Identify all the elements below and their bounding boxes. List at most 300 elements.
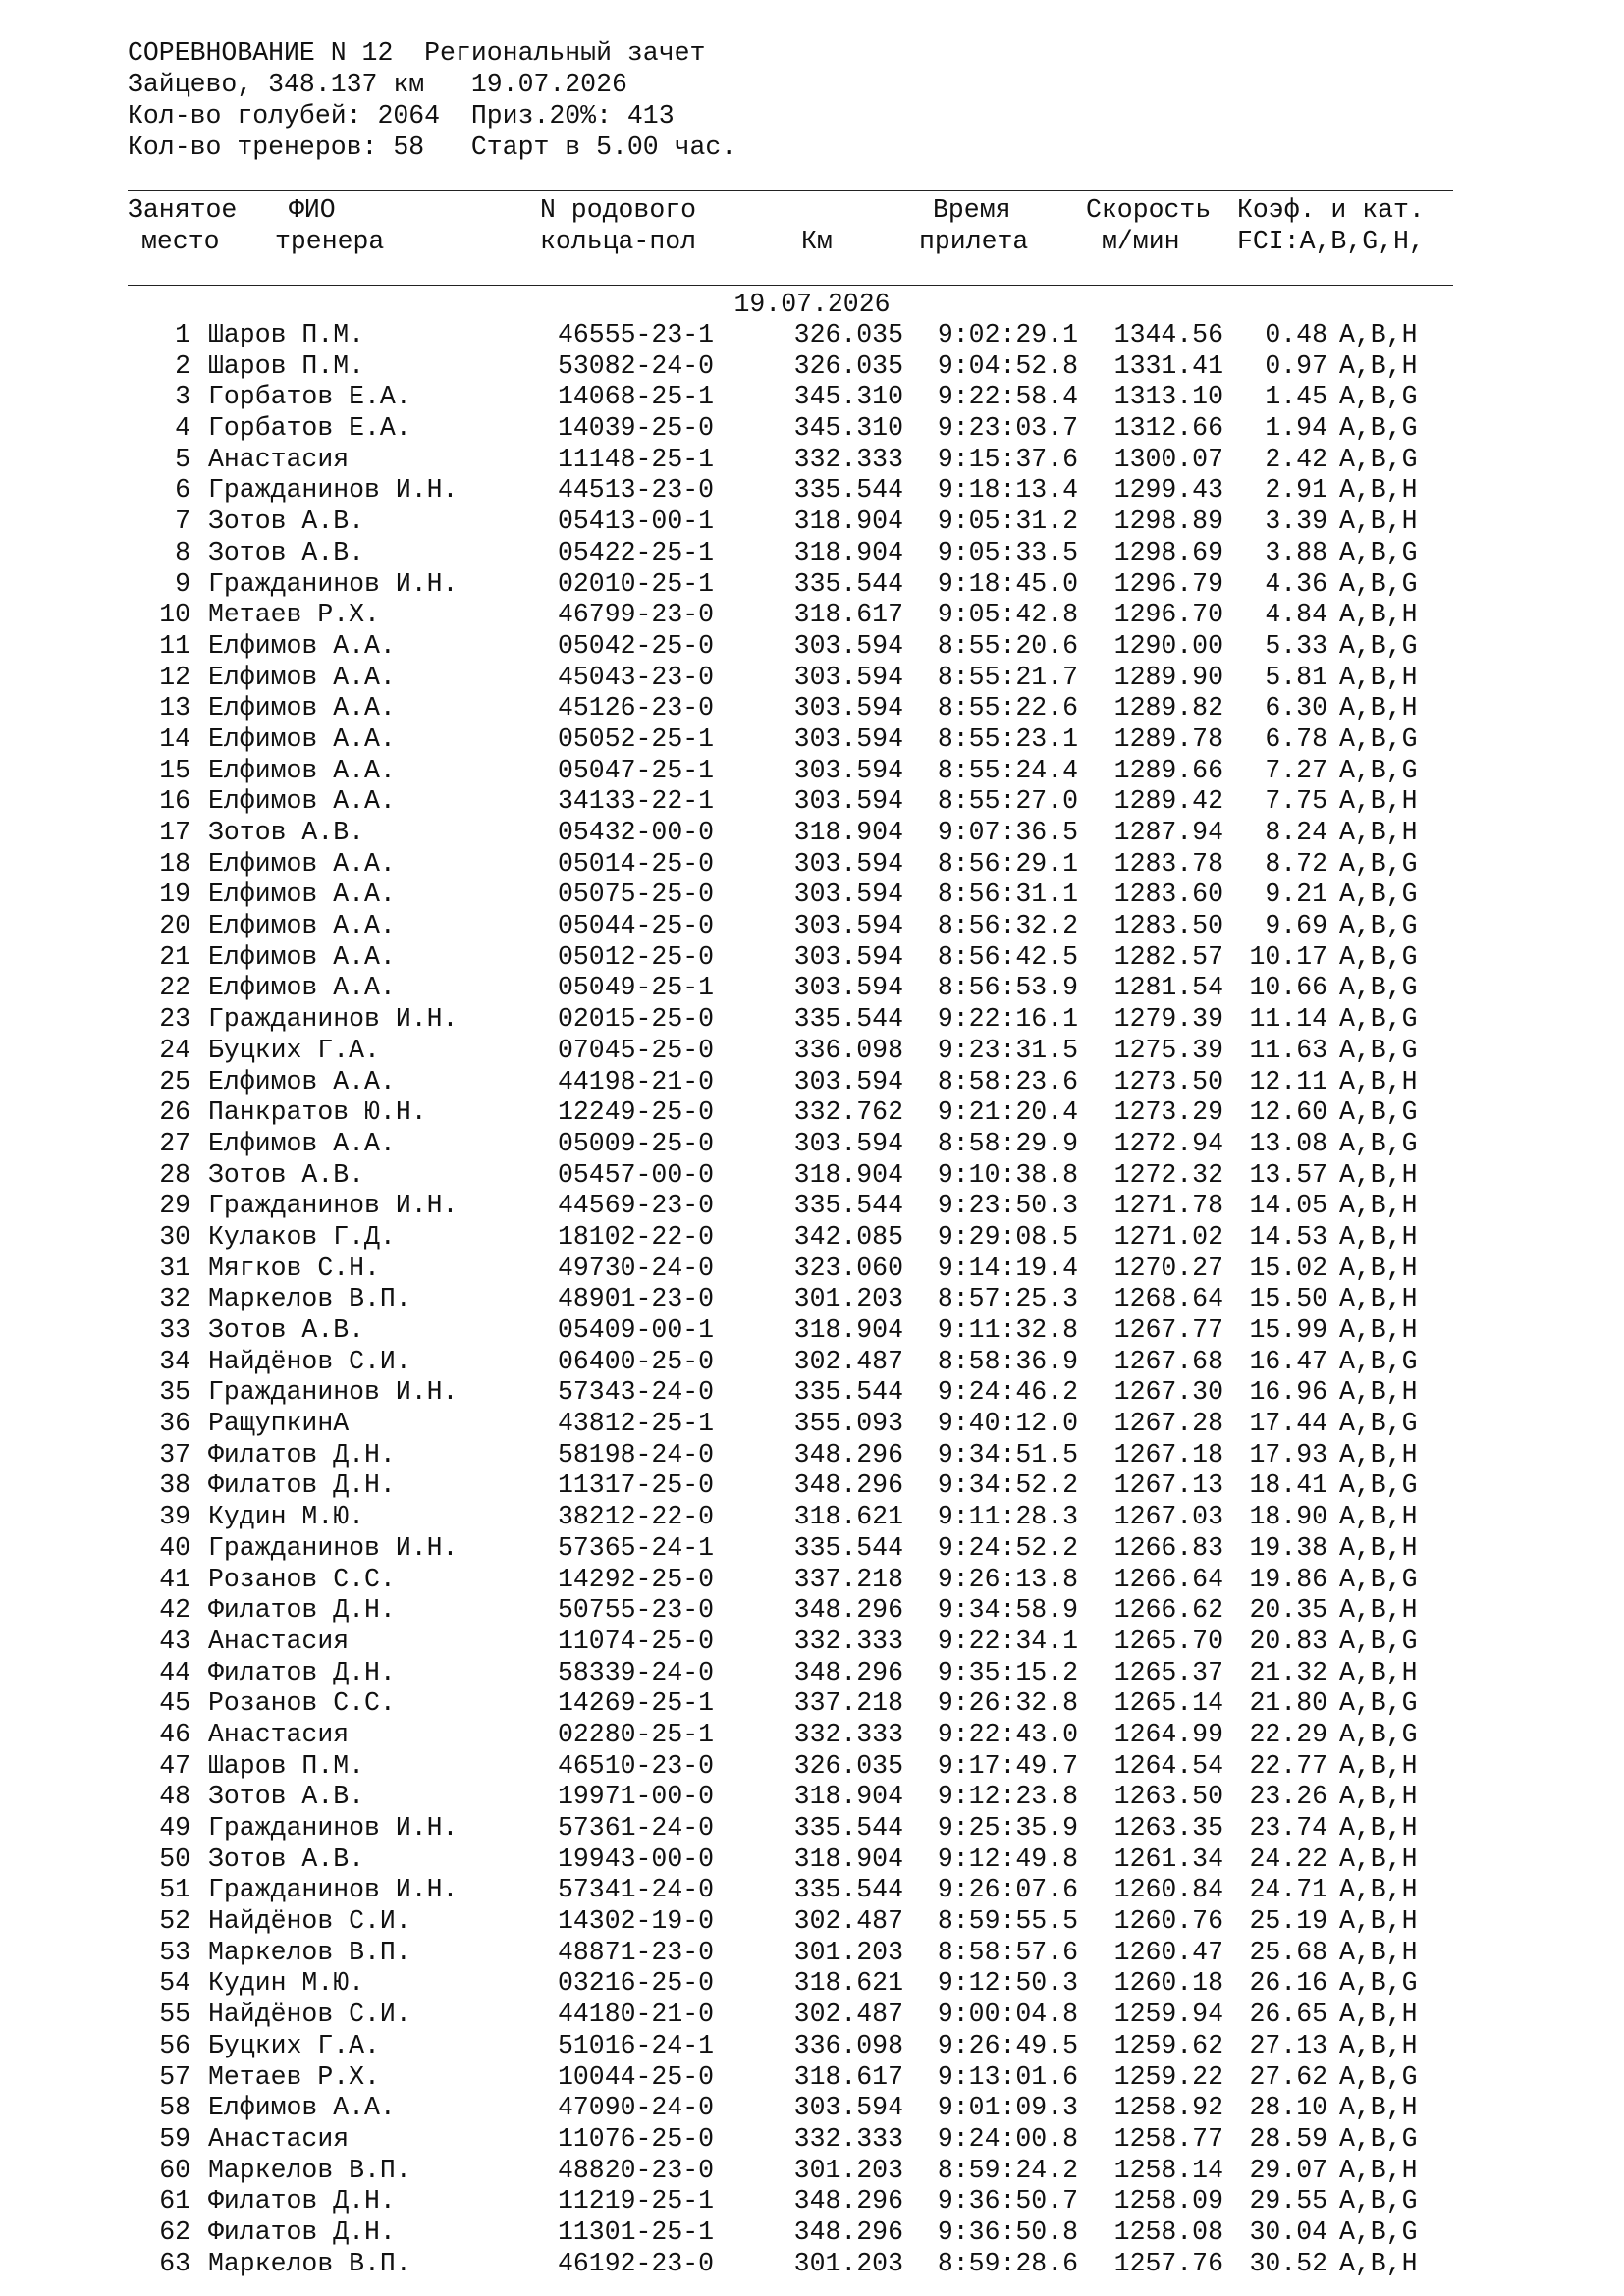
arrival-time-cell: 9:05:33.5: [937, 537, 1078, 567]
trainer-name-cell: Шаров П.М.: [208, 320, 365, 349]
coefficient-cell: 23.26: [1249, 1782, 1327, 1812]
table-row: [128, 1470, 1453, 1502]
arrival-time-cell: 9:22:43.0: [937, 1719, 1078, 1749]
trainer-name-cell: Зотов А.В.: [208, 507, 365, 537]
coefficient-cell: 10.17: [1249, 941, 1327, 972]
distance-km-cell: 318.904: [793, 507, 903, 537]
distance-km-cell: 323.060: [793, 1253, 903, 1283]
arrival-time-cell: 8:55:21.7: [937, 662, 1078, 692]
table-row: [128, 973, 1453, 1004]
category-cell: A,B,G: [1339, 1097, 1418, 1128]
speed-cell: 1267.03: [1113, 1502, 1223, 1532]
place-cell: 9: [175, 568, 190, 599]
category-cell: A,B,H: [1339, 600, 1418, 630]
arrival-time-cell: 9:34:52.2: [937, 1470, 1078, 1501]
arrival-time-cell: 9:07:36.5: [937, 818, 1078, 847]
place-cell: 38: [159, 1470, 190, 1501]
speed-cell: 1257.76: [1113, 2248, 1223, 2278]
ring-number-cell: 46799-23-0: [558, 600, 715, 630]
place-cell: 36: [159, 1409, 190, 1439]
category-cell: A,B,H: [1339, 1221, 1418, 1252]
speed-cell: 1300.07: [1113, 444, 1223, 474]
arrival-time-cell: 9:21:20.4: [937, 1097, 1078, 1128]
ring-number-cell: 48871-23-0: [558, 1937, 715, 1967]
distance-km-cell: 318.621: [793, 1502, 903, 1532]
ring-number-cell: 34133-22-1: [558, 786, 715, 817]
ring-number-cell: 44198-21-0: [558, 1066, 715, 1096]
arrival-time-cell: 9:18:45.0: [937, 568, 1078, 599]
trainer-name-cell: Елфимов А.А.: [208, 755, 396, 785]
report-header: [128, 37, 1453, 163]
ring-number-cell: 48820-23-0: [558, 2155, 715, 2185]
arrival-time-cell: 8:58:57.6: [937, 1937, 1078, 1967]
place-cell: 31: [159, 1253, 190, 1283]
category-cell: A,B,G: [1339, 2216, 1418, 2247]
distance-km-cell: 336.098: [793, 1035, 903, 1065]
distance-km-cell: 337.218: [793, 1688, 903, 1719]
speed-cell: 1289.82: [1113, 693, 1223, 723]
arrival-time-cell: 9:05:31.2: [937, 507, 1078, 537]
arrival-time-cell: 9:26:13.8: [937, 1564, 1078, 1594]
speed-cell: 1267.28: [1113, 1409, 1223, 1439]
speed-cell: 1258.09: [1113, 2186, 1223, 2216]
speed-cell: 1265.14: [1113, 1688, 1223, 1719]
category-cell: A,B,G: [1339, 1968, 1418, 1999]
table-row: [128, 2062, 1453, 2094]
trainer-name-cell: Горбатов Е.А.: [208, 382, 411, 412]
place-cell: 6: [175, 475, 190, 506]
arrival-time-cell: 9:00:04.8: [937, 2000, 1078, 2030]
table-row: [128, 1720, 1453, 1751]
ring-number-cell: 14068-25-1: [558, 382, 715, 412]
table-row: [128, 756, 1453, 787]
place-cell: 49: [159, 1813, 190, 1842]
place-cell: 57: [159, 2061, 190, 2092]
category-cell: A,B,G: [1339, 1564, 1418, 1594]
ring-number-cell: 38212-22-0: [558, 1502, 715, 1532]
distance-km-cell: 337.218: [793, 1564, 903, 1594]
table-row: [128, 1533, 1453, 1565]
col-speed-label-2: м/мин: [1102, 227, 1180, 256]
table-row: [128, 2217, 1453, 2249]
coefficient-cell: 15.99: [1249, 1315, 1327, 1345]
distance-km-cell: 318.904: [793, 1843, 903, 1874]
ring-number-cell: 11076-25-0: [558, 2123, 715, 2154]
place-cell: 27: [159, 1128, 190, 1158]
col-name-label-2: тренера: [275, 227, 385, 256]
category-cell: A,B,H: [1339, 1937, 1418, 1967]
distance-km-cell: 336.098: [793, 2030, 903, 2060]
place-cell: 39: [159, 1502, 190, 1532]
table-row: [128, 1036, 1453, 1067]
place-cell: 58: [159, 2093, 190, 2123]
table-row: [128, 600, 1453, 631]
distance-km-cell: 301.203: [793, 1284, 903, 1314]
table-row: [128, 880, 1453, 911]
place-cell: 18: [159, 848, 190, 879]
table-row: [128, 2186, 1453, 2217]
place-cell: 52: [159, 1906, 190, 1937]
table-row: [128, 1160, 1453, 1192]
place-cell: 19: [159, 880, 190, 910]
distance-km-cell: 342.085: [793, 1221, 903, 1252]
coefficient-cell: 21.32: [1249, 1657, 1327, 1687]
coefficient-cell: 13.08: [1249, 1128, 1327, 1158]
col-time-label-1: Время: [933, 195, 1011, 225]
trainer-name-cell: Буцких Г.А.: [208, 1035, 380, 1065]
category-cell: A,B,H: [1339, 1191, 1418, 1221]
ring-number-cell: 05457-00-0: [558, 1159, 715, 1190]
place-cell: 35: [159, 1377, 190, 1408]
distance-km-cell: 318.904: [793, 818, 903, 847]
speed-cell: 1296.79: [1113, 568, 1223, 599]
distance-km-cell: 318.617: [793, 2061, 903, 2092]
speed-cell: 1282.57: [1113, 941, 1223, 972]
distance-km-cell: 318.904: [793, 1315, 903, 1345]
category-cell: A,B,H: [1339, 1782, 1418, 1812]
trainer-name-cell: Елфимов А.А.: [208, 848, 396, 879]
col-speed-label-1: Скорость: [1086, 195, 1212, 225]
place-cell: 32: [159, 1284, 190, 1314]
trainer-name-cell: Гражданинов И.Н.: [208, 1532, 459, 1563]
speed-cell: 1279.39: [1113, 1004, 1223, 1035]
trainer-name-cell: Елфимов А.А.: [208, 1128, 396, 1158]
category-cell: A,B,G: [1339, 2186, 1418, 2216]
speed-cell: 1258.77: [1113, 2123, 1223, 2154]
ring-number-cell: 46510-23-0: [558, 1750, 715, 1781]
distance-km-cell: 332.762: [793, 1097, 903, 1128]
ring-number-cell: 58198-24-0: [558, 1439, 715, 1469]
place-cell: 1: [175, 320, 190, 349]
place-cell: 55: [159, 2000, 190, 2030]
arrival-time-cell: 9:17:49.7: [937, 1750, 1078, 1781]
distance-km-cell: 348.296: [793, 1439, 903, 1469]
place-cell: 47: [159, 1750, 190, 1781]
table-row: [128, 693, 1453, 724]
category-cell: A,B,H: [1339, 1066, 1418, 1096]
trainer-count-info: Кол-во тренеров: 58 Старт в 5.00 час.: [128, 133, 737, 162]
speed-cell: 1267.68: [1113, 1346, 1223, 1376]
place-cell: 15: [159, 755, 190, 785]
place-cell: 2: [175, 350, 190, 381]
ring-number-cell: 02280-25-1: [558, 1719, 715, 1749]
flight-date-separator: 19.07.2026: [733, 290, 891, 319]
coefficient-cell: 23.74: [1249, 1813, 1327, 1842]
coefficient-cell: 15.02: [1249, 1253, 1327, 1283]
place-cell: 54: [159, 1968, 190, 1999]
ring-number-cell: 57361-24-0: [558, 1813, 715, 1842]
coefficient-cell: 16.96: [1249, 1377, 1327, 1408]
ring-number-cell: 05413-00-1: [558, 507, 715, 537]
speed-cell: 1283.60: [1113, 880, 1223, 910]
arrival-time-cell: 9:26:49.5: [937, 2030, 1078, 2060]
place-cell: 14: [159, 723, 190, 754]
ring-number-cell: 05009-25-0: [558, 1128, 715, 1158]
trainer-name-cell: Гражданинов И.Н.: [208, 475, 459, 506]
speed-cell: 1268.64: [1113, 1284, 1223, 1314]
trainer-name-cell: Филатов Д.Н.: [208, 2186, 396, 2216]
category-cell: A,B,G: [1339, 941, 1418, 972]
table-row: [128, 818, 1453, 849]
category-cell: A,B,H: [1339, 1657, 1418, 1687]
table-row: [128, 2156, 1453, 2187]
category-cell: A,B,H: [1339, 1315, 1418, 1345]
table-row: [128, 413, 1453, 445]
distance-km-cell: 335.544: [793, 475, 903, 506]
arrival-time-cell: 9:36:50.7: [937, 2186, 1078, 2216]
place-cell: 22: [159, 973, 190, 1003]
arrival-time-cell: 9:15:37.6: [937, 444, 1078, 474]
distance-km-cell: 303.594: [793, 693, 903, 723]
speed-cell: 1263.50: [1113, 1782, 1223, 1812]
place-cell: 23: [159, 1004, 190, 1035]
trainer-name-cell: Елфимов А.А.: [208, 2093, 396, 2123]
col-ring-label-2: кольца-пол: [540, 227, 697, 256]
speed-cell: 1261.34: [1113, 1843, 1223, 1874]
distance-km-cell: 303.594: [793, 1066, 903, 1096]
speed-cell: 1260.18: [1113, 1968, 1223, 1999]
coefficient-cell: 14.53: [1249, 1221, 1327, 1252]
table-row: [128, 1191, 1453, 1222]
table-row: [128, 786, 1453, 818]
ring-number-cell: 57365-24-1: [558, 1532, 715, 1563]
speed-cell: 1263.35: [1113, 1813, 1223, 1842]
table-row: [128, 849, 1453, 881]
place-cell: 8: [175, 537, 190, 567]
arrival-time-cell: 9:04:52.8: [937, 350, 1078, 381]
coefficient-cell: 6.30: [1265, 693, 1327, 723]
ring-number-cell: 18102-22-0: [558, 1221, 715, 1252]
speed-cell: 1260.47: [1113, 1937, 1223, 1967]
category-cell: A,B,H: [1339, 2093, 1418, 2123]
trainer-name-cell: Шаров П.М.: [208, 350, 365, 381]
table-row: [128, 1254, 1453, 1285]
place-cell: 16: [159, 786, 190, 817]
place-cell: 30: [159, 1221, 190, 1252]
ring-number-cell: 44569-23-0: [558, 1191, 715, 1221]
ring-number-cell: 11148-25-1: [558, 444, 715, 474]
arrival-time-cell: 8:57:25.3: [937, 1284, 1078, 1314]
distance-km-cell: 301.203: [793, 2248, 903, 2278]
speed-cell: 1259.94: [1113, 2000, 1223, 2030]
speed-cell: 1298.69: [1113, 537, 1223, 567]
category-cell: A,B,H: [1339, 1843, 1418, 1874]
trainer-name-cell: Найдёнов С.И.: [208, 1906, 411, 1937]
place-cell: 4: [175, 413, 190, 444]
category-cell: A,B,H: [1339, 2248, 1418, 2278]
category-cell: A,B,G: [1339, 911, 1418, 941]
ring-number-cell: 10044-25-0: [558, 2061, 715, 2092]
distance-km-cell: 303.594: [793, 1128, 903, 1158]
coefficient-cell: 11.14: [1249, 1004, 1327, 1035]
arrival-time-cell: 9:24:00.8: [937, 2123, 1078, 2154]
place-cell: 56: [159, 2030, 190, 2060]
category-cell: A,B,H: [1339, 818, 1418, 847]
speed-cell: 1260.84: [1113, 1875, 1223, 1905]
coefficient-cell: 7.75: [1265, 786, 1327, 817]
table-row: [128, 538, 1453, 569]
distance-km-cell: 303.594: [793, 630, 903, 661]
speed-cell: 1266.62: [1113, 1595, 1223, 1626]
trainer-name-cell: Панкратов Ю.Н.: [208, 1097, 427, 1128]
coefficient-cell: 15.50: [1249, 1284, 1327, 1314]
category-cell: A,B,G: [1339, 973, 1418, 1003]
distance-km-cell: 301.203: [793, 1937, 903, 1967]
arrival-time-cell: 8:59:55.5: [937, 1906, 1078, 1937]
speed-cell: 1267.18: [1113, 1439, 1223, 1469]
speed-cell: 1264.54: [1113, 1750, 1223, 1781]
trainer-name-cell: Шаров П.М.: [208, 1750, 365, 1781]
category-cell: A,B,G: [1339, 1719, 1418, 1749]
distance-km-cell: 302.487: [793, 2000, 903, 2030]
speed-cell: 1267.77: [1113, 1315, 1223, 1345]
place-cell: 34: [159, 1346, 190, 1376]
arrival-time-cell: 8:56:32.2: [937, 911, 1078, 941]
ring-number-cell: 05052-25-1: [558, 723, 715, 754]
trainer-name-cell: Кулаков Г.Д.: [208, 1221, 396, 1252]
category-cell: A,B,G: [1339, 848, 1418, 879]
table-row: [128, 351, 1453, 383]
arrival-time-cell: 8:55:24.4: [937, 755, 1078, 785]
trainer-name-cell: Маркелов В.П.: [208, 2248, 411, 2278]
distance-km-cell: 302.487: [793, 1906, 903, 1937]
ring-number-cell: 57341-24-0: [558, 1875, 715, 1905]
trainer-name-cell: Гражданинов И.Н.: [208, 1377, 459, 1408]
arrival-time-cell: 8:55:20.6: [937, 630, 1078, 661]
coefficient-cell: 7.27: [1265, 755, 1327, 785]
table-row: [128, 475, 1453, 507]
trainer-name-cell: Маркелов В.П.: [208, 1284, 411, 1314]
category-cell: A,B,H: [1339, 1253, 1418, 1283]
speed-cell: 1266.83: [1113, 1532, 1223, 1563]
table-row: [128, 569, 1453, 601]
arrival-time-cell: 9:22:16.1: [937, 1004, 1078, 1035]
table-row: [128, 1315, 1453, 1347]
trainer-name-cell: Зотов А.В.: [208, 1782, 365, 1812]
competition-title: СОРЕВНОВАНИЕ N 12 Региональный зачет: [128, 38, 706, 68]
col-km-label: Км: [801, 227, 833, 256]
arrival-time-cell: 9:29:08.5: [937, 1221, 1078, 1252]
table-row: [128, 2000, 1453, 2031]
trainer-name-cell: Зотов А.В.: [208, 537, 365, 567]
table-row: [128, 507, 1453, 538]
arrival-time-cell: 9:18:13.4: [937, 475, 1078, 506]
coefficient-cell: 12.11: [1249, 1066, 1327, 1096]
trainer-name-cell: Буцких Г.А.: [208, 2030, 380, 2060]
arrival-time-cell: 8:59:28.6: [937, 2248, 1078, 2278]
coefficient-cell: 26.65: [1249, 2000, 1327, 2030]
col-time-label-2: прилета: [919, 227, 1029, 256]
distance-km-cell: 303.594: [793, 755, 903, 785]
ring-number-cell: 58339-24-0: [558, 1657, 715, 1687]
ring-number-cell: 05409-00-1: [558, 1315, 715, 1345]
col-place-label-2: место: [141, 227, 220, 256]
trainer-name-cell: Зотов А.В.: [208, 1843, 365, 1874]
category-cell: A,B,G: [1339, 444, 1418, 474]
table-row: [128, 320, 1453, 351]
speed-cell: 1296.70: [1113, 600, 1223, 630]
category-cell: A,B,G: [1339, 755, 1418, 785]
ring-number-cell: 05012-25-0: [558, 941, 715, 972]
distance-km-cell: 303.594: [793, 880, 903, 910]
ring-number-cell: 57343-24-0: [558, 1377, 715, 1408]
arrival-time-cell: 8:55:23.1: [937, 723, 1078, 754]
ring-number-cell: 50755-23-0: [558, 1595, 715, 1626]
place-cell: 10: [159, 600, 190, 630]
speed-cell: 1265.70: [1113, 1626, 1223, 1656]
place-cell: 40: [159, 1532, 190, 1563]
arrival-time-cell: 8:56:42.5: [937, 941, 1078, 972]
header-bottom-rule: [128, 285, 1453, 286]
col-coef-label-1: Коэф. и кат.: [1237, 195, 1425, 225]
distance-km-cell: 348.296: [793, 1595, 903, 1626]
distance-km-cell: 303.594: [793, 662, 903, 692]
arrival-time-cell: 9:25:35.9: [937, 1813, 1078, 1842]
ring-number-cell: 44180-21-0: [558, 2000, 715, 2030]
trainer-name-cell: Елфимов А.А.: [208, 941, 396, 972]
ring-number-cell: 05047-25-1: [558, 755, 715, 785]
trainer-name-cell: Елфимов А.А.: [208, 880, 396, 910]
category-cell: A,B,G: [1339, 568, 1418, 599]
category-cell: A,B,H: [1339, 2000, 1418, 2030]
trainer-name-cell: Метаев Р.Х.: [208, 600, 380, 630]
place-cell: 20: [159, 911, 190, 941]
coefficient-cell: 25.19: [1249, 1906, 1327, 1937]
coefficient-cell: 22.77: [1249, 1750, 1327, 1781]
arrival-time-cell: 9:11:28.3: [937, 1502, 1078, 1532]
trainer-name-cell: Розанов С.С.: [208, 1688, 396, 1719]
category-cell: A,B,G: [1339, 723, 1418, 754]
ring-number-cell: 05014-25-0: [558, 848, 715, 879]
speed-cell: 1273.50: [1113, 1066, 1223, 1096]
place-cell: 11: [159, 630, 190, 661]
place-cell: 60: [159, 2155, 190, 2185]
place-cell: 7: [175, 507, 190, 537]
table-row: [128, 1222, 1453, 1254]
distance-km-cell: 326.035: [793, 350, 903, 381]
trainer-name-cell: Анастасия: [208, 1626, 350, 1656]
distance-km-cell: 318.621: [793, 1968, 903, 1999]
category-cell: A,B,H: [1339, 320, 1418, 349]
speed-cell: 1287.94: [1113, 818, 1223, 847]
table-row: [128, 1875, 1453, 1906]
coefficient-cell: 12.60: [1249, 1097, 1327, 1128]
trainer-name-cell: Найдёнов С.И.: [208, 2000, 411, 2030]
table-row: [128, 1658, 1453, 1689]
coefficient-cell: 16.47: [1249, 1346, 1327, 1376]
arrival-time-cell: 9:02:29.1: [937, 320, 1078, 349]
ring-number-cell: 14269-25-1: [558, 1688, 715, 1719]
ring-number-cell: 05075-25-0: [558, 880, 715, 910]
speed-cell: 1281.54: [1113, 973, 1223, 1003]
col-coef-label-2: FCI:A,B,G,H,: [1237, 227, 1425, 256]
arrival-time-cell: 8:58:29.9: [937, 1128, 1078, 1158]
ring-number-cell: 14292-25-0: [558, 1564, 715, 1594]
trainer-name-cell: Зотов А.В.: [208, 1159, 365, 1190]
coefficient-cell: 5.33: [1265, 630, 1327, 661]
distance-km-cell: 318.617: [793, 600, 903, 630]
ring-number-cell: 11301-25-1: [558, 2216, 715, 2247]
coefficient-cell: 3.39: [1265, 507, 1327, 537]
speed-cell: 1283.78: [1113, 848, 1223, 879]
table-row: [128, 1627, 1453, 1658]
category-cell: A,B,H: [1339, 1159, 1418, 1190]
coefficient-cell: 24.71: [1249, 1875, 1327, 1905]
category-cell: A,B,G: [1339, 1688, 1418, 1719]
arrival-time-cell: 9:34:58.9: [937, 1595, 1078, 1626]
coefficient-cell: 20.83: [1249, 1626, 1327, 1656]
trainer-name-cell: Гражданинов И.Н.: [208, 568, 459, 599]
